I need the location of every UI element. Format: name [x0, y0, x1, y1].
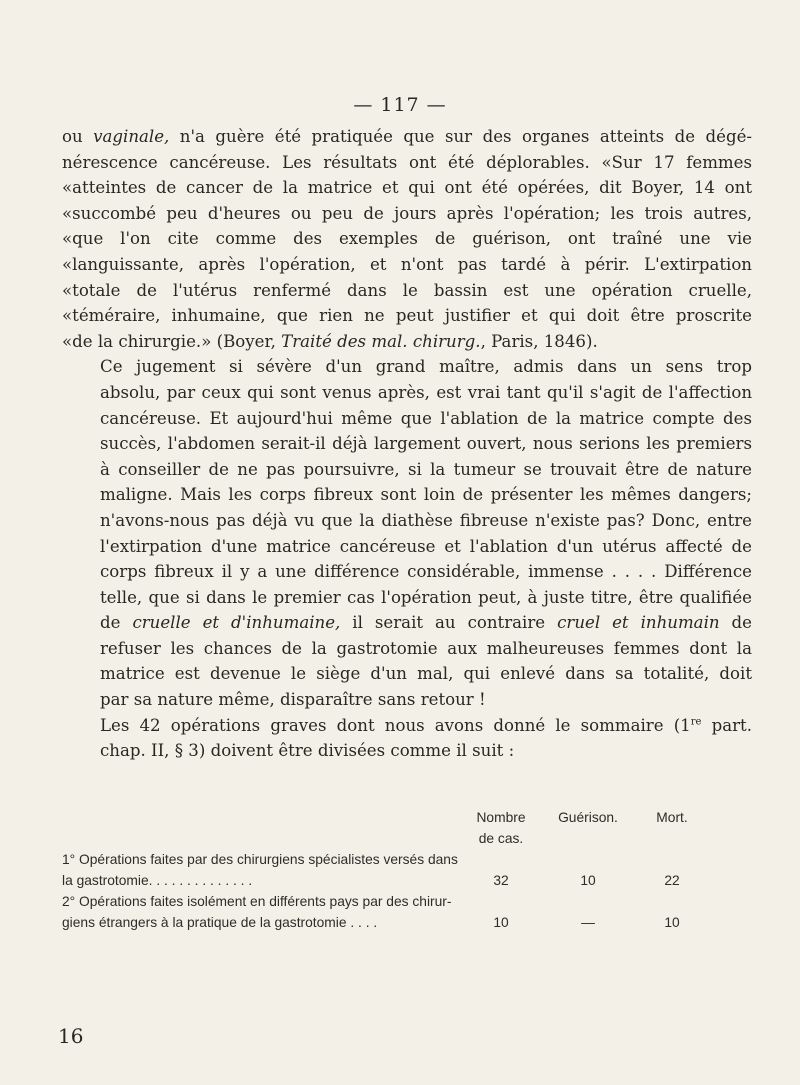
page-number: — 117 — [353, 94, 447, 116]
statistics-table [62, 807, 692, 933]
paragraph-2 [62, 354, 752, 712]
text-line: chap. II, § 3) doivent être divisées comme il suit : [100, 741, 515, 761]
text-run: Les 42 opérations graves dont nous avons donné le sommaire (1 [100, 715, 691, 735]
header-cases-line2: de cas. [478, 831, 524, 846]
text-run: il serait au contraire [340, 613, 558, 633]
italic-term: cruel et inhumain [557, 613, 720, 633]
italic-term: vaginale, [93, 127, 170, 146]
text-line: corps fibreux il y a une différence considérable, immense . . . . Différence [100, 562, 752, 582]
text-line [62, 610, 752, 636]
text-run: n'a guère été pratiquée que sur des organes atteints de dégé- [169, 127, 753, 146]
cell-cases: 10 [493, 915, 509, 930]
text-line: n'avons-nous pas déjà vu que la diathèse fibreuse n'existe pas? Donc, entre [100, 510, 752, 530]
text-line: «totale de l'utérus renfermé dans le bassin est une opération cruelle, [62, 280, 752, 300]
text-line: «succombé peu d'heures ou peu de jours après l'opération; les trois autres, [62, 203, 752, 223]
cell-cured: 10 [580, 873, 596, 888]
header-cases [466, 807, 536, 849]
text-line: maligne. Mais les corps fibreux sont loin de présenter les mêmes dangers; [100, 485, 752, 505]
row-label-line: giens étrangers à la pratique de la gastrotomie . . . . [62, 915, 378, 930]
book-title: Traité des mal. chirurg. [281, 331, 481, 351]
table-header [62, 807, 692, 849]
cell-cases: 32 [493, 873, 509, 888]
text-line [62, 329, 752, 355]
text-line: succès, l'abdomen serait-il déjà largement ouvert, nous serions les premiers [100, 434, 752, 454]
row-label-line: 2° Opérations faites isolément en différents pays par des chirur- [62, 894, 452, 909]
text-line: par sa nature même, disparaître sans retour ! [100, 690, 486, 710]
row-label [62, 849, 460, 891]
text-line: à conseiller de ne pas poursuivre, si la tumeur se trouvait être de nature [100, 459, 752, 479]
row-label [62, 891, 460, 933]
table-row [62, 891, 692, 933]
cell-dead: 10 [664, 915, 680, 930]
text-run: de [100, 613, 133, 633]
italic-term: cruelle et d'inhumaine, [132, 613, 341, 633]
header-cured: Guérison. [558, 810, 618, 825]
text-line [62, 124, 752, 150]
header-dead: Mort. [656, 810, 688, 825]
paragraph-1 [62, 124, 752, 354]
text-line: nérescence cancéreuse. Les résultats ont été déplorables. «Sur 17 femmes [62, 152, 752, 172]
row-label-line: 1° Opérations faites par des chirurgiens spécialistes versés dans [62, 852, 458, 867]
header-cases-line1: Nombre [476, 810, 526, 825]
cell-cured: — [581, 915, 595, 930]
table-row [62, 849, 692, 891]
text-run: «de la chirurgie.» (Boyer, [62, 331, 282, 351]
text-run: part. [701, 715, 752, 735]
text-run: , Paris, 1846). [480, 331, 598, 351]
signature-mark: 16 [58, 1024, 84, 1048]
text-line: telle, que si dans le premier cas l'opération peut, à juste titre, être qualifiée [100, 587, 752, 607]
superscript: re [690, 716, 702, 728]
text-run: ou [62, 127, 94, 146]
text-line: «que l'on cite comme des exemples de guérison, ont traîné une vie [62, 229, 752, 249]
cell-dead: 22 [664, 873, 680, 888]
text-line: cancéreuse. Et aujourd'hui même que l'ablation de la matrice compte des [100, 408, 752, 428]
row-label-line: la gastrotomie. . . . . . . . . . . . . . [62, 873, 253, 888]
text-line: absolu, par ceux qui sont venus après, est vrai tant qu'il s'agit de l'affection [100, 382, 752, 402]
body-text [62, 124, 752, 764]
text-line [62, 713, 752, 739]
text-line: «atteintes de cancer de la matrice et qui ont été opérées, dit Boyer, 14 ont [62, 178, 752, 198]
text-line: refuser les chances de la gastrotomie aux malheureuses femmes dont la [100, 638, 752, 658]
text-line: «languissante, après l'opération, et n'ont pas tardé à périr. L'extirpation [62, 254, 752, 274]
text-line: l'extirpation d'une matrice cancéreuse et l'ablation d'un utérus affecté de [100, 536, 752, 556]
text-line: matrice est devenue le siège d'un mal, qui enlevé dans sa totalité, doit [100, 664, 752, 684]
text-line: «téméraire, inhumaine, que rien ne peut justifier et qui doit être proscrite [62, 306, 752, 326]
text-line: Ce jugement si sévère d'un grand maître, admis dans un sens trop [100, 357, 752, 377]
text-run: de [719, 613, 753, 633]
paragraph-3 [62, 713, 752, 764]
